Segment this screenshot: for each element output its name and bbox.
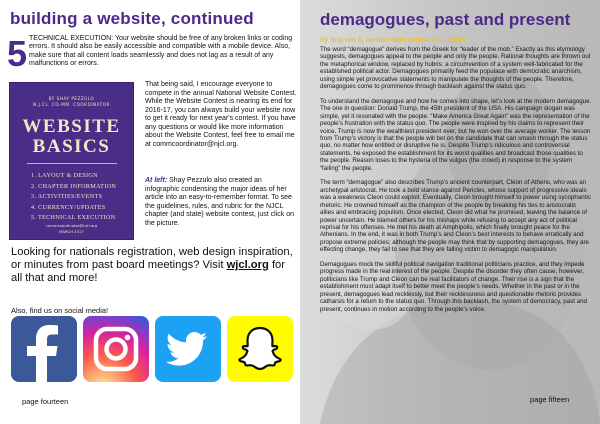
- left-page-number: page fourteen: [22, 397, 69, 406]
- caption-text: Shay Pezzulo also created an infographic condensing the major ideas of her article into an easy-to-remember format. To see the guidelines, rules, and rubric for the NJCL chapter (and state) website contest, just click on the picture.: [145, 177, 295, 227]
- step-number: 5: [7, 33, 28, 74]
- poster-author: BY SHAY PEZZULO N.J.CL. CO-MM. COORDINATOR: [32, 96, 110, 107]
- wjcl-link[interactable]: wjcl.org: [226, 259, 269, 271]
- poster-list-item: 3. ACTIVITIES/EVENTS: [31, 193, 103, 200]
- snapchat-icon[interactable]: [227, 316, 293, 382]
- poster-divider: [27, 163, 117, 164]
- article-paragraph: Demagogues mock the skillful political navigation traditional politicians practice, and they impede progress made in the real interest of the people. Despite the disorder they often cause, however, politicians like Trump and Cleon can be real facilitators of change. Their rise is a sign that the establishment must adapt itself to better meet the people’s needs. Whether in the past or in the present, demagogues lead recklessly, but their recklessness and questionable rhetoric provides catharsis for a return to the status quo. Through this backlash, the system of democracy, past and present, continues in motion according to the people’s voice.: [320, 260, 588, 313]
- poster-date: MARCH 2017: [59, 229, 84, 234]
- poster-list-item: 5. TECHNICAL EXECUTION: [31, 214, 116, 221]
- poster-list-item: 4. CURRENCY/UPDATES: [31, 203, 106, 211]
- caption-label: At left:: [145, 177, 168, 184]
- instagram-icon[interactable]: [83, 316, 149, 382]
- right-page-title: demagogues, past and present: [320, 10, 571, 29]
- article-body: [320, 46, 592, 320]
- poster-list-item: 1. LAYOUT & DESIGN: [31, 172, 98, 179]
- social-media-caption: Also, find us on social media!: [11, 306, 109, 315]
- twitter-icon[interactable]: [155, 316, 221, 382]
- article-byline: by ting wei li, boston latin school JCL editor: [320, 37, 467, 44]
- website-basics-infographic[interactable]: [9, 82, 134, 240]
- website-contest-text: That being said, I encourage everyone to compete in the annual National Website Contest. While the Website Contest is nearing its end for 2016-17, you can always build your website now to get it ready for next year's contest. If you have any questions or would like more information about the Website Contest, feel free to email me at commcoordinator@njcl.org.: [145, 81, 297, 148]
- article-paragraph: To understand the demagogue and how he comes into shape, let’s look at the modern demagogue. The one in question: Donald Trump, the 45th president of the USA. His campaign slogan was simple, yet it resonated with the people. “Make America Great Again” was the representation of the people’s frustration with the status quo. The people were inspired by his claims to represent their voice. Trump is now the wealthiest president ever, but he won over the average worker. The lesson from Trump’s victory is that the people will bet on the candidate that can smash through the status quo, no matter how entitled or disruptive he is. Despite Trump’s ridiculous and controversial statements, he exposed the establishment for its worst qualities and broadcast those qualities to the people. Reason loses to the hysteria of the vulgus (the crowd) in response to the system “failing” the people.: [320, 97, 592, 172]
- article-paragraph: The word “demagogue” derives from the Greek for “leader of the mob.” Exactly as this etymology suggests, demagogues appeal to the people and only the people. Rational thoughts are thrown out the metaphorical window, replaced by hubris: a circumvention of a system well-fabricated for the established political actor. Demagogues primarily feed the populace with democratic anarchism, using simple yet provocative statements to manipulate the thoughts of the people. Therefore, demagogues come to prominence through backlash against the status quo.: [320, 46, 591, 91]
- technical-execution-text: TECHNICAL EXECUTION: Your website should be free of any broken links or coding errors. It should also be easily accessible and compatible with a mobile device. Also, make sure that all content loads seamlessly and does not lag as a result of any malfunctions or errors.: [29, 35, 293, 68]
- caption: [145, 177, 297, 228]
- looking-for-text: Looking for nationals registration, web design inspiration, or minutes from past board meetings? Visit wjcl.org for all that and more!: [11, 246, 293, 284]
- social-media-icons: [11, 316, 299, 384]
- poster-title: WEBSITE BASICS: [22, 116, 121, 157]
- poster-email: commcoordinator@njcl.org: [45, 223, 98, 228]
- right-page: [300, 0, 600, 424]
- poster-list: [31, 171, 133, 224]
- left-page-title: building a website, continued: [10, 9, 254, 28]
- article-paragraph: The term “demagogue” also describes Trump’s ancient counterpart, Cleon of Athens, who was an archetypal aristocrat. He took a bold stance against Pericles, whose support of progressive ideals was a weakness Cleon could exploit. Eventually, Cleon brought himself to power using sycophantic rhetoric. He crowned himself as the champion of the people by breaking his ties to aristocratic allies and embracing populism. Once elected, Cleon did what he promised, leaving the balance of power uncertain. He blamed others for his mishaps while refusing to accept any act of political reprisal for his offenses. He met his death at Amphipolis, which finally brought peace for the Athenians. In the end, it was in both Trump’s and Cleon’s best interests to behave erratically and propose extreme policies; although the people may think that by supporting demagogues, they are effecting change, they fail to see that they are falling victim to demagogic manipulation.: [320, 179, 591, 254]
- right-page-number: page fifteen: [530, 395, 570, 404]
- poster-list-item: 2. CHAPTER INFORMATION: [31, 182, 117, 190]
- facebook-icon[interactable]: [11, 316, 77, 382]
